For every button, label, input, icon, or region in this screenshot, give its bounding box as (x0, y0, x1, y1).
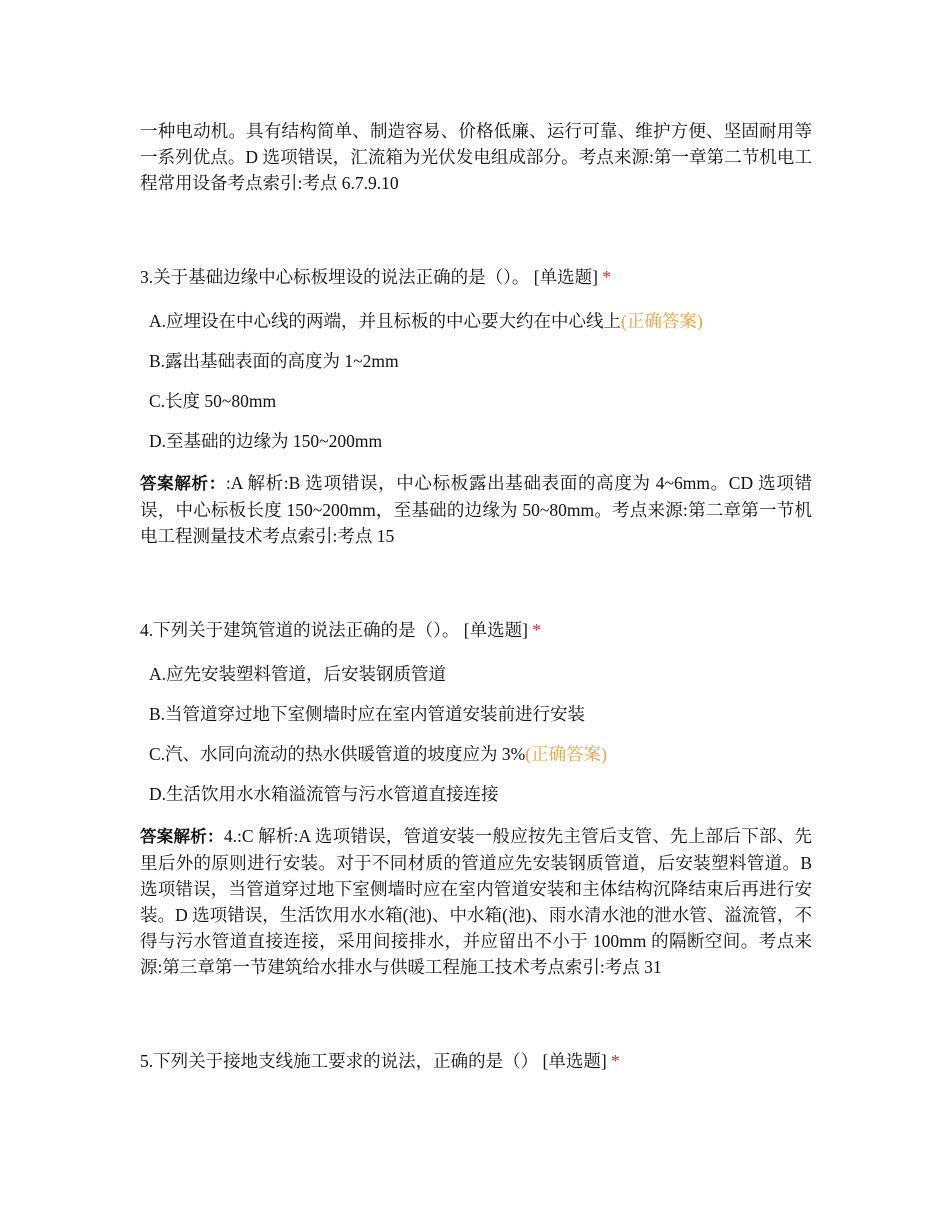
analysis-label: 答案解析： (140, 475, 226, 493)
correct-answer-tag: (正确答案) (621, 311, 703, 331)
question-3-option-c: C.长度 50~80mm (149, 391, 277, 411)
correct-answer-tag: (正确答案) (525, 744, 607, 764)
question-4-option-c: C.汽、水同向流动的热水供暖管道的坡度应为 3%(正确答案) (149, 744, 607, 764)
question-3-analysis: 答案解析：:A 解析:B 选项错误，中心标板露出基础表面的高度为 4~6mm。CD 选项错误，中心标板长度 150~200mm，至基础的边缘为 50~80mm。考点来源:第二章第一节机电工程测量技术考点索引:考点 15 (140, 473, 812, 546)
required-mark: * (532, 620, 542, 640)
previous-analysis-continuation: 一种电动机。具有结构简单、制造容易、价格低廉、运行可靠、维护方便、坚固耐用等一系列优点。D 选项错误，汇流箱为光伏发电组成部分。考点来源:第一章第二节机电工程常用设备考点索引:考点 6.7.9.10 (140, 121, 812, 193)
question-4-option-b: B.当管道穿过地下室侧墙时应在室内管道安装前进行安装 (149, 704, 586, 724)
question-3-option-b: B.露出基础表面的高度为 1~2mm (149, 351, 399, 371)
question-3-title: 3.关于基础边缘中心标板埋设的说法正确的是（）。 [单选题] * (140, 267, 612, 287)
question-4-analysis: 答案解析：4.:C 解析:A 选项错误，管道安装一般应按先主管后支管、先上部后下部、先里后外的原则进行安装。对于不同材质的管道应先安装钢质管道，后安装塑料管道。B 选项错误，当管道穿过地下室侧墙时应在室内管道安装和主体结构沉降结束后再进行安装。D 选项错误，生活饮用水水箱(池)、中水箱(池)、雨水清水池的泄水管、溢流管，不得与污水管道直接连接，采用间接排水，并应留出不小于 100mm 的隔断空间。考点来源:第三章第一节建筑给水排水与供暖工程施工技术考点索引:考点 31 (140, 826, 812, 977)
question-3-option-a: A.应埋设在中心线的两端，并且标板的中心要大约在中心线上(正确答案) (149, 311, 703, 331)
question-4-option-a: A.应先安装塑料管道，后安装钢质管道 (149, 664, 447, 684)
question-5 (140, 1048, 812, 1074)
question-4 (140, 617, 812, 980)
question-4-option-d: D.生活饮用水水箱溢流管与污水管道直接连接 (149, 784, 499, 804)
document-page (140, 118, 812, 1074)
required-mark: * (602, 267, 612, 287)
analysis-label: 答案解析： (140, 828, 224, 846)
required-mark: * (611, 1051, 620, 1071)
question-3 (140, 264, 812, 549)
question-5-title: 5.下列关于接地支线施工要求的说法，正确的是（） [单选题] * (140, 1051, 620, 1071)
question-3-option-d: D.至基础的边缘为 150~200mm (149, 431, 383, 451)
question-4-title: 4.下列关于建筑管道的说法正确的是（）。 [单选题] * (140, 620, 542, 640)
